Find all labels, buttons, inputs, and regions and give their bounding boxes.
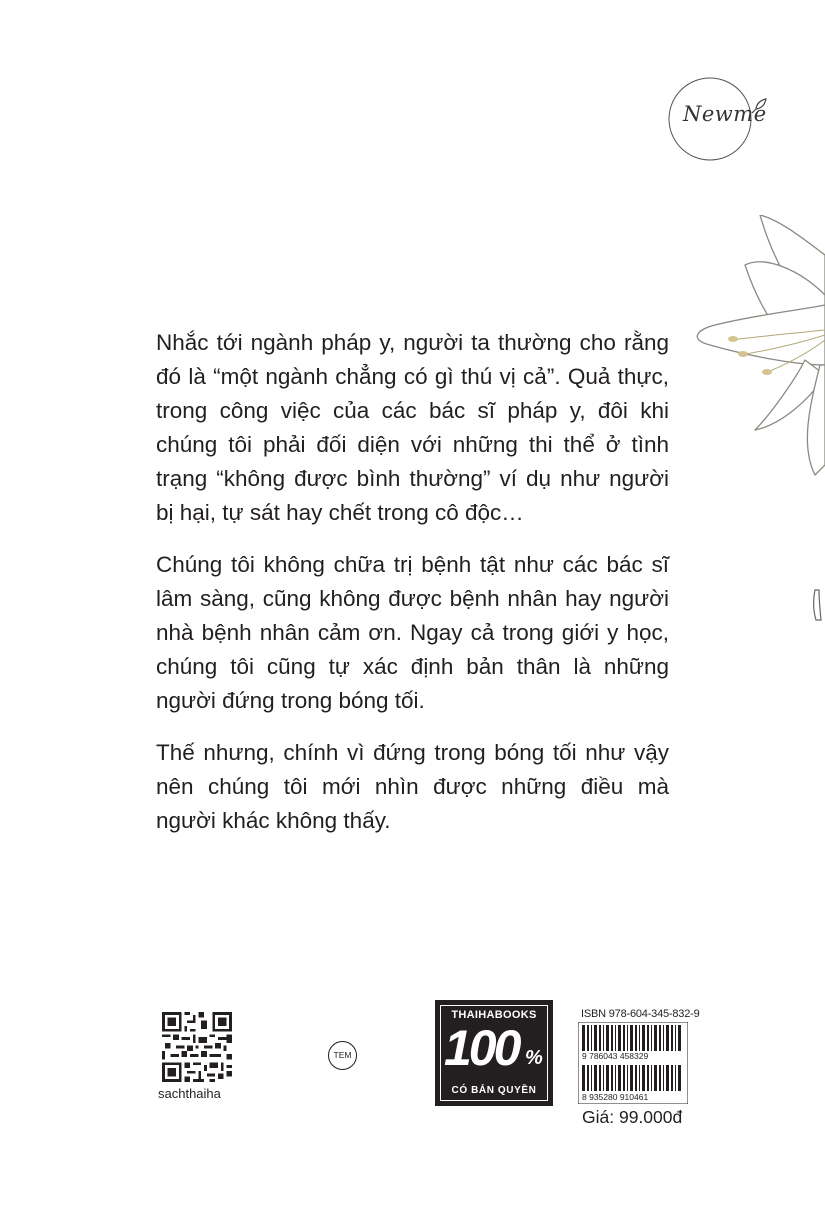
barcode-bar <box>599 1025 601 1051</box>
barcode-bar <box>603 1065 604 1091</box>
barcode-bar <box>663 1065 664 1091</box>
qr-code-icon <box>162 1012 232 1082</box>
copyright-badge <box>435 1000 553 1106</box>
badge-percent: % <box>525 1047 543 1069</box>
barcode-bar <box>618 1065 621 1091</box>
barcode-bar <box>671 1065 673 1091</box>
barcode-bar <box>630 1065 633 1091</box>
barcode-bar <box>635 1065 637 1091</box>
barcode <box>578 1022 688 1104</box>
barcode-bar <box>611 1025 613 1051</box>
barcode-bar <box>639 1065 640 1091</box>
barcode-bar <box>627 1065 628 1091</box>
barcode-bar <box>663 1025 664 1051</box>
barcode-bar <box>582 1025 585 1051</box>
barcode-bar <box>587 1065 589 1091</box>
barcode-bar <box>618 1025 621 1051</box>
barcode-bar <box>591 1025 592 1051</box>
barcode-bar <box>606 1065 609 1091</box>
barcode-digits-top: 9 786043 458329 <box>582 1051 649 1061</box>
barcode-bar <box>623 1025 625 1051</box>
barcode-bar <box>615 1025 616 1051</box>
barcode-bar <box>639 1025 640 1051</box>
qr-label: sachthaiha <box>158 1086 221 1101</box>
badge-caption: CÓ BẢN QUYỀN <box>451 1085 537 1096</box>
barcode-bars-top <box>582 1025 681 1051</box>
isbn-label: ISBN 978-604-345-832-9 <box>581 1008 700 1020</box>
barcode-bar <box>666 1025 669 1051</box>
barcode-bar <box>591 1065 592 1091</box>
barcode-bar <box>654 1065 657 1091</box>
barcode-bar <box>666 1065 669 1091</box>
barcode-bar <box>603 1025 604 1051</box>
barcode-bar <box>587 1025 589 1051</box>
barcode-bar <box>651 1025 652 1051</box>
barcode-bar <box>642 1065 645 1091</box>
barcode-bar <box>606 1025 609 1051</box>
price: Giá: 99.000đ <box>582 1107 683 1127</box>
barcode-bar <box>582 1065 585 1091</box>
barcode-bar <box>599 1065 601 1091</box>
tem-stamp: TEM <box>328 1041 357 1070</box>
barcode-digits-bottom: 8 935280 910461 <box>582 1092 649 1102</box>
barcode-bar <box>659 1025 661 1051</box>
barcode-bar <box>642 1025 645 1051</box>
barcode-bar <box>659 1065 661 1091</box>
blurb-paragraph-1: Nhắc tới ngành pháp y, người ta thường cho rằng đó là “một ngành chẳng có gì thú vị cả”. Quả thực, trong công việc của các bác sĩ pháp y, đôi khi chúng tôi phải đối diện với những thi thể ở tình trạng “không được bình thường” ví dụ như người bị hại, tự sát hay chết trong cô độc… <box>156 330 669 525</box>
barcode-bar <box>615 1065 616 1091</box>
barcode-bar <box>671 1025 673 1051</box>
barcode-bar <box>678 1025 681 1051</box>
barcode-bar <box>651 1065 652 1091</box>
barcode-bars-bottom <box>582 1065 681 1091</box>
barcode-bar <box>611 1065 613 1091</box>
barcode-bar <box>654 1025 657 1051</box>
barcode-bar <box>627 1025 628 1051</box>
barcode-bar <box>678 1065 681 1091</box>
lily-illustration <box>685 215 825 635</box>
blurb-paragraph-2: Chúng tôi không chữa trị bệnh tật như các bác sĩ lâm sàng, cũng không được bệnh nhân hay người nhà bệnh nhân cảm ơn. Ngay cả trong giới y học, chúng tôi cũng tự xác định bản thân là những người đứng trong bóng tối. <box>156 552 669 713</box>
logo-text: Newme <box>683 102 767 126</box>
badge-publisher: THAIHABOOKS <box>451 1009 537 1021</box>
back-cover-blurb <box>156 326 669 856</box>
barcode-bar <box>675 1065 676 1091</box>
barcode-bar <box>635 1025 637 1051</box>
blurb-paragraph-3: Thế nhưng, chính vì đứng trong bóng tối như vậy nên chúng tôi mới nhìn được những điều mà người khác không thấy. <box>156 740 669 833</box>
barcode-bar <box>647 1065 649 1091</box>
barcode-bar <box>623 1065 625 1091</box>
badge-number: 100 <box>444 1020 519 1076</box>
barcode-bar <box>630 1025 633 1051</box>
barcode-bar <box>594 1025 597 1051</box>
barcode-bar <box>647 1025 649 1051</box>
barcode-bar <box>594 1065 597 1091</box>
barcode-bar <box>675 1025 676 1051</box>
